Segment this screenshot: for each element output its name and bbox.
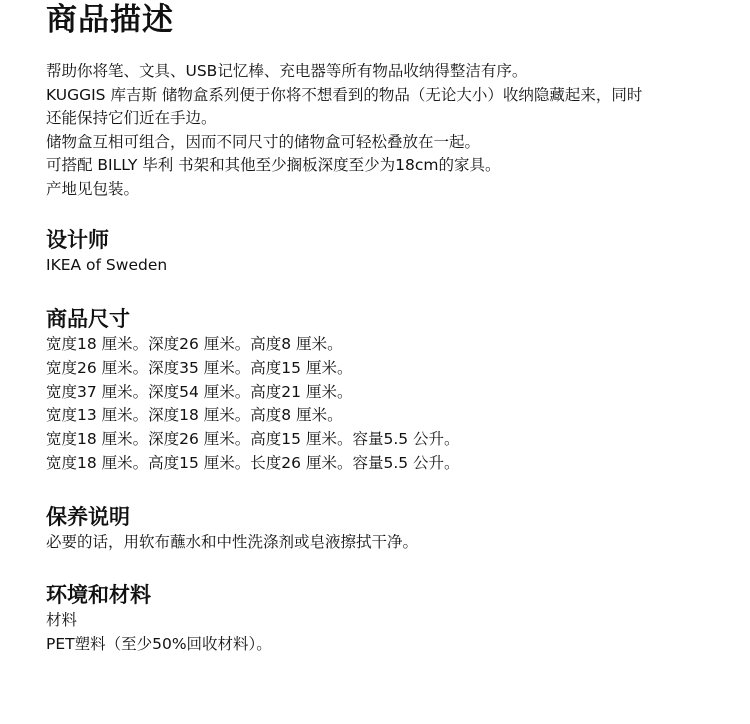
- dimensions-section: [46, 305, 736, 476]
- designer-heading: 设计师: [46, 228, 109, 252]
- description-line: 可搭配 BILLY 毕利 书架和其他至少搁板深度至少为18cm的家具。: [46, 156, 501, 175]
- care-text: 必要的话，用软布蘸水和中性洗涤剂或皂液擦拭干净。: [46, 533, 419, 551]
- product-description: [46, 60, 736, 202]
- dimensions-heading: 商品尺寸: [46, 307, 130, 331]
- dimension-line: 宽度37 厘米。深度54 厘米。高度21 厘米。: [46, 382, 353, 401]
- description-line: 还能保持它们近在手边。: [46, 109, 217, 128]
- care-heading: 保养说明: [46, 505, 130, 529]
- environment-section: [46, 581, 736, 657]
- dimension-line: 宽度13 厘米。深度18 厘米。高度8 厘米。: [46, 406, 343, 425]
- description-line: KUGGIS 库吉斯 储物盒系列便于你将不想看到的物品（无论大小）收纳隐藏起来，同时: [46, 85, 643, 104]
- dimension-line: 宽度18 厘米。高度15 厘米。长度26 厘米。容量5.5 公升。: [46, 453, 460, 472]
- material-text: PET塑料（至少50%回收材料）。: [46, 634, 272, 653]
- description-line: 产地见包装。: [46, 179, 140, 198]
- designer-name: IKEA of Sweden: [46, 256, 168, 274]
- dimension-line: 宽度18 厘米。深度26 厘米。高度8 厘米。: [46, 335, 343, 353]
- description-line: 储物盒互相可组合，因而不同尺寸的储物盒可轻松叠放在一起。: [46, 132, 481, 151]
- environment-heading: 环境和材料: [46, 583, 151, 607]
- description-line: 帮助你将笔、文具、USB记忆棒、充电器等所有物品收纳得整洁有序。: [46, 62, 528, 80]
- page-title: 商品描述: [46, 2, 174, 38]
- dimension-line: 宽度18 厘米。深度26 厘米。高度15 厘米。容量5.5 公升。: [46, 430, 460, 449]
- product-info-page: [46, 0, 736, 653]
- designer-section: [46, 226, 736, 278]
- care-section: [46, 503, 736, 555]
- dimension-line: 宽度26 厘米。深度35 厘米。高度15 厘米。: [46, 358, 353, 377]
- material-label: 材料: [46, 611, 78, 629]
